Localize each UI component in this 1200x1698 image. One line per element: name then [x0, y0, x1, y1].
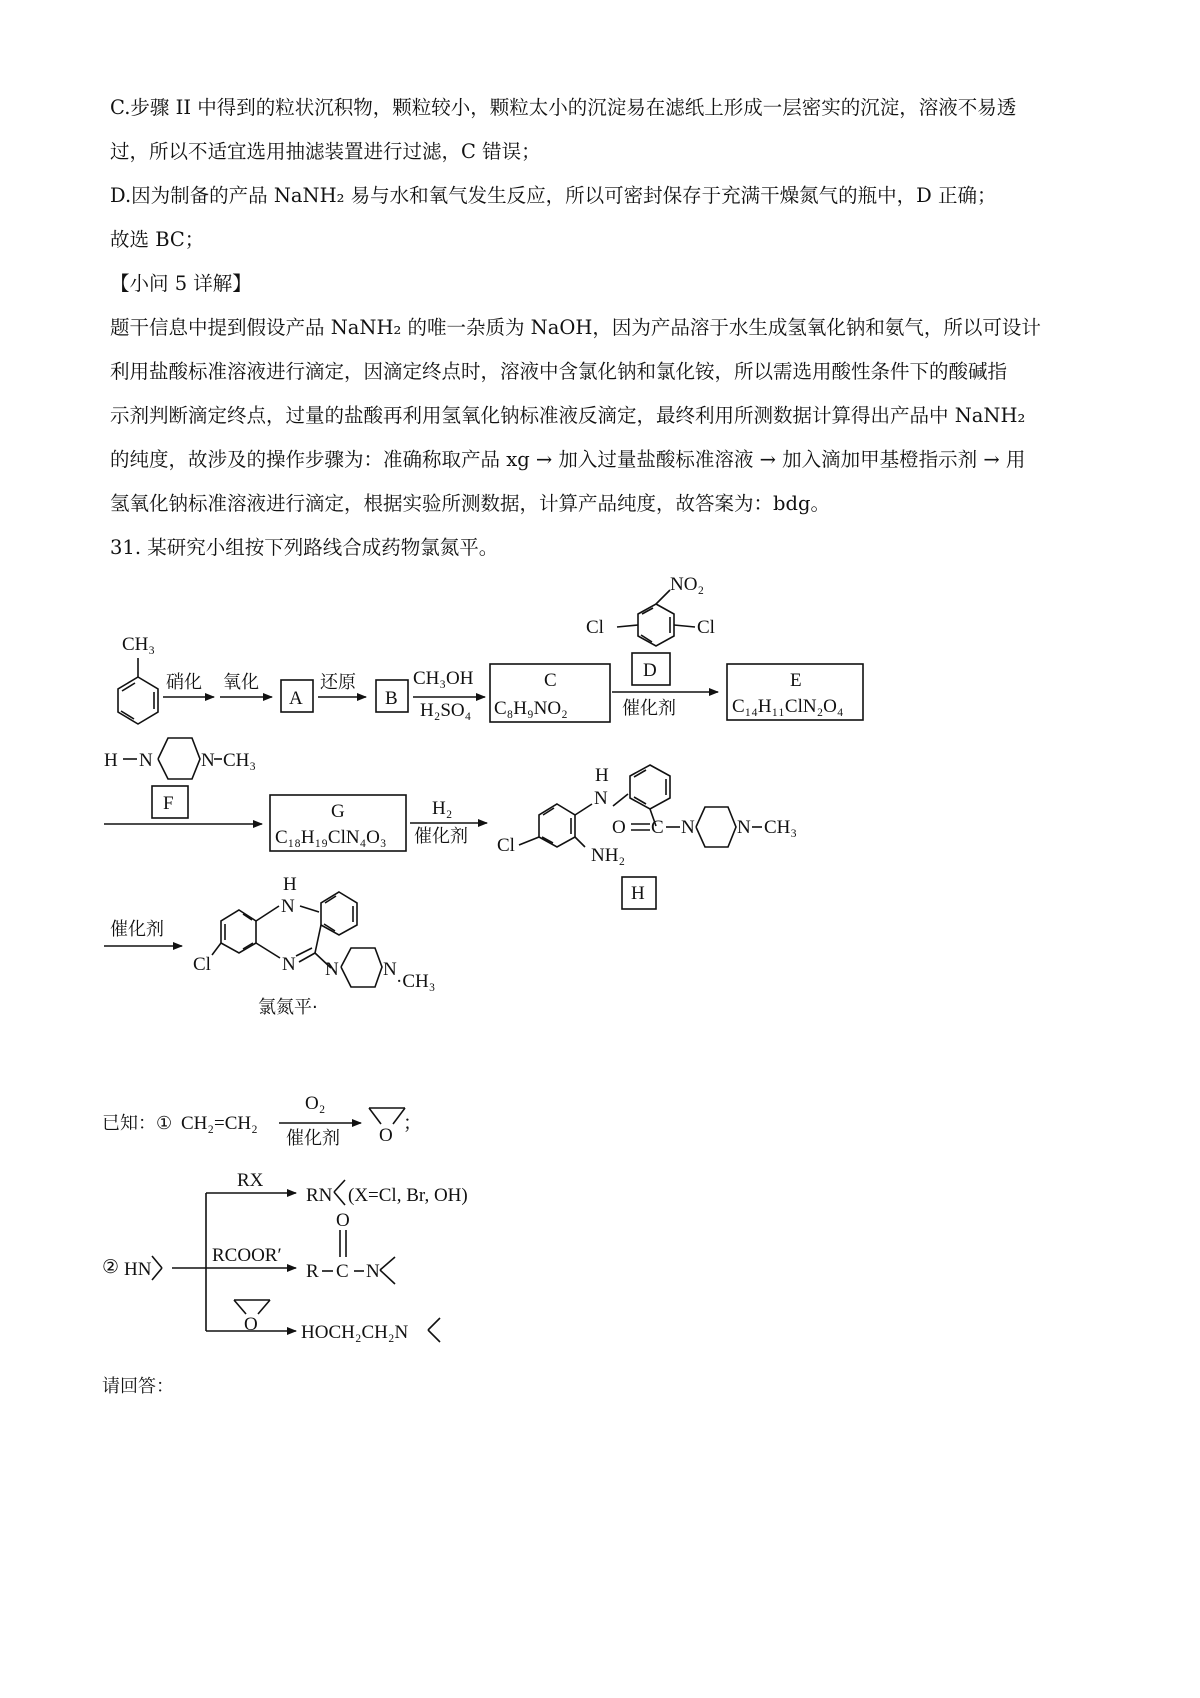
H-carbonyl-carbon: C: [651, 817, 664, 838]
clozapine-pip-n-1: N: [325, 959, 339, 980]
known-amide-r: R: [306, 1261, 319, 1282]
known-epoxide-o: O: [379, 1125, 393, 1146]
known-oxygen: O₂: [305, 1093, 326, 1114]
known-epoxide-product: HOCH₂CH₂N: [301, 1322, 409, 1343]
text-line-6: 题干信息中提到假设产品 NaNH₂ 的唯一杂质为 NaOH，因为产品溶于水生成氢氧化钠和氨气，所以可设计: [110, 316, 1041, 339]
epoxide-structure: [369, 1108, 405, 1124]
clozapine-imine-n: N: [282, 954, 296, 975]
text-line-5: 【小问 5 详解】: [110, 272, 252, 295]
text-line-4: 故选 BC；: [110, 228, 205, 251]
box-B-label: B: [385, 688, 398, 709]
label-oxidation: 氧化: [223, 672, 259, 693]
known-amine: HN: [124, 1259, 152, 1280]
toluene-ch3: CH₃: [122, 634, 156, 655]
F-nitrogen-1: N: [139, 750, 153, 771]
D-chloro-right: Cl: [697, 617, 715, 638]
known-ester: RCOOR′: [212, 1245, 282, 1266]
clozapine-nh-n: N: [281, 896, 295, 917]
clozapine-structure: [212, 892, 382, 987]
H-amino: NH₂: [591, 845, 626, 866]
text-line-8: 示剂判断滴定终点，过量的盐酸再利用氢氧化钠标准液反滴定，最终利用所测数据计算得出产品中 NaNH₂: [110, 404, 1026, 427]
F-nitrogen-2: N: [201, 750, 215, 771]
box-H-label: H: [631, 883, 645, 904]
box-A-label: A: [289, 688, 303, 709]
clozapine-name: 氯氮平·: [258, 997, 318, 1018]
H-amine-hydrogen: H: [595, 765, 609, 786]
clozapine-methyl: ·CH₃: [396, 971, 436, 992]
text-line-3: D.因为制备的产品 NaNH₂ 易与水和氧气发生反应，所以可密封保存于充满干燥氮气的瓶中，D 正确；: [110, 184, 997, 207]
text-line-7: 利用盐酸标准溶液进行滴定，因滴定终点时，溶液中含氯化钠和氯化铵，所以需选用酸性条件下的酸碱指: [110, 360, 1008, 383]
text-line-10: 氢氧化钠标准溶液进行滴定，根据实验所测数据，计算产品纯度，故答案为：bdg。: [110, 492, 830, 515]
F-methyl: CH₃: [223, 750, 257, 771]
text-line-2: 过，所以不适宜选用抽滤装置进行过滤，C 错误；: [110, 140, 541, 163]
text-line-9: 的纯度，故涉及的操作步骤为：准确称取产品 xg → 加入过量盐酸标准溶液 → 加入滴加甲基橙指示剂 → 用: [110, 448, 1026, 471]
box-C-name: C: [544, 670, 557, 691]
box-E-name: E: [790, 670, 802, 691]
known-rx: RX: [237, 1170, 264, 1191]
box-G-name: G: [331, 801, 345, 822]
reagent-hydrogen: H₂: [432, 798, 453, 819]
clozapine-pip-n-2: N: [383, 959, 397, 980]
known-rx-note: (X=Cl, Br, OH): [348, 1185, 468, 1206]
label-catalyst-1: 催化剂: [622, 698, 676, 719]
box-F-label: F: [163, 793, 174, 814]
known-rx-product: RN: [306, 1185, 333, 1206]
reagent-sulfuric-acid: H₂SO₄: [420, 700, 472, 721]
box-E-formula: C₁₄H₁₁ClN₂O₄: [732, 696, 844, 717]
box-C-formula: C₈H₉NO₂: [494, 698, 568, 719]
H-pip-nitrogen-1: N: [681, 817, 695, 838]
toluene-structure: [118, 658, 158, 724]
known-label: 已知：①: [102, 1113, 173, 1134]
known-amide-c: C: [336, 1261, 349, 1282]
known-ethylene: CH₂=CH₂: [181, 1113, 258, 1134]
label-reduction: 还原: [320, 672, 356, 693]
box-G-formula: C₁₈H₁₉ClN₄O₃: [275, 827, 387, 848]
D-nitro-group: NO₂: [670, 574, 705, 595]
H-pip-nitrogen-2: N: [737, 817, 751, 838]
D-chloro-left: Cl: [586, 617, 604, 638]
label-catalyst-2: 催化剂: [414, 826, 468, 847]
footer-text: 请回答：: [102, 1376, 174, 1397]
label-catalyst-3: 催化剂: [110, 919, 164, 940]
H-chloro: Cl: [497, 835, 515, 856]
known-amide-n: N: [366, 1261, 380, 1282]
reagent-methanol: CH₃OH: [413, 668, 474, 689]
known-semicolon: ；: [403, 1112, 423, 1134]
clozapine-chloro: Cl: [193, 954, 211, 975]
F-hydrogen: H: [104, 750, 118, 771]
H-methyl: CH₃: [764, 817, 798, 838]
intermediate-H-structure: [519, 765, 762, 847]
clozapine-nh-h: H: [283, 874, 297, 895]
box-D-label: D: [643, 660, 657, 681]
H-carbonyl-oxygen: O: [612, 817, 626, 838]
text-line-11: 31. 某研究小组按下列路线合成药物氯氮平。: [110, 536, 499, 559]
known-catalyst: 催化剂: [286, 1128, 340, 1149]
dichloronitrobenzene-structure: [617, 590, 695, 646]
known-circle-2: ②: [102, 1257, 120, 1278]
known-amide-o: O: [336, 1210, 350, 1231]
text-line-1: C.步骤 II 中得到的粒状沉积物，颗粒较小，颗粒太小的沉淀易在滤纸上形成一层密实的沉淀，溶液不易透: [110, 96, 1017, 119]
H-amine-nitrogen: N: [594, 788, 608, 809]
label-nitration: 硝化: [166, 672, 202, 693]
known-epoxide-reagent-o: O: [244, 1314, 258, 1335]
